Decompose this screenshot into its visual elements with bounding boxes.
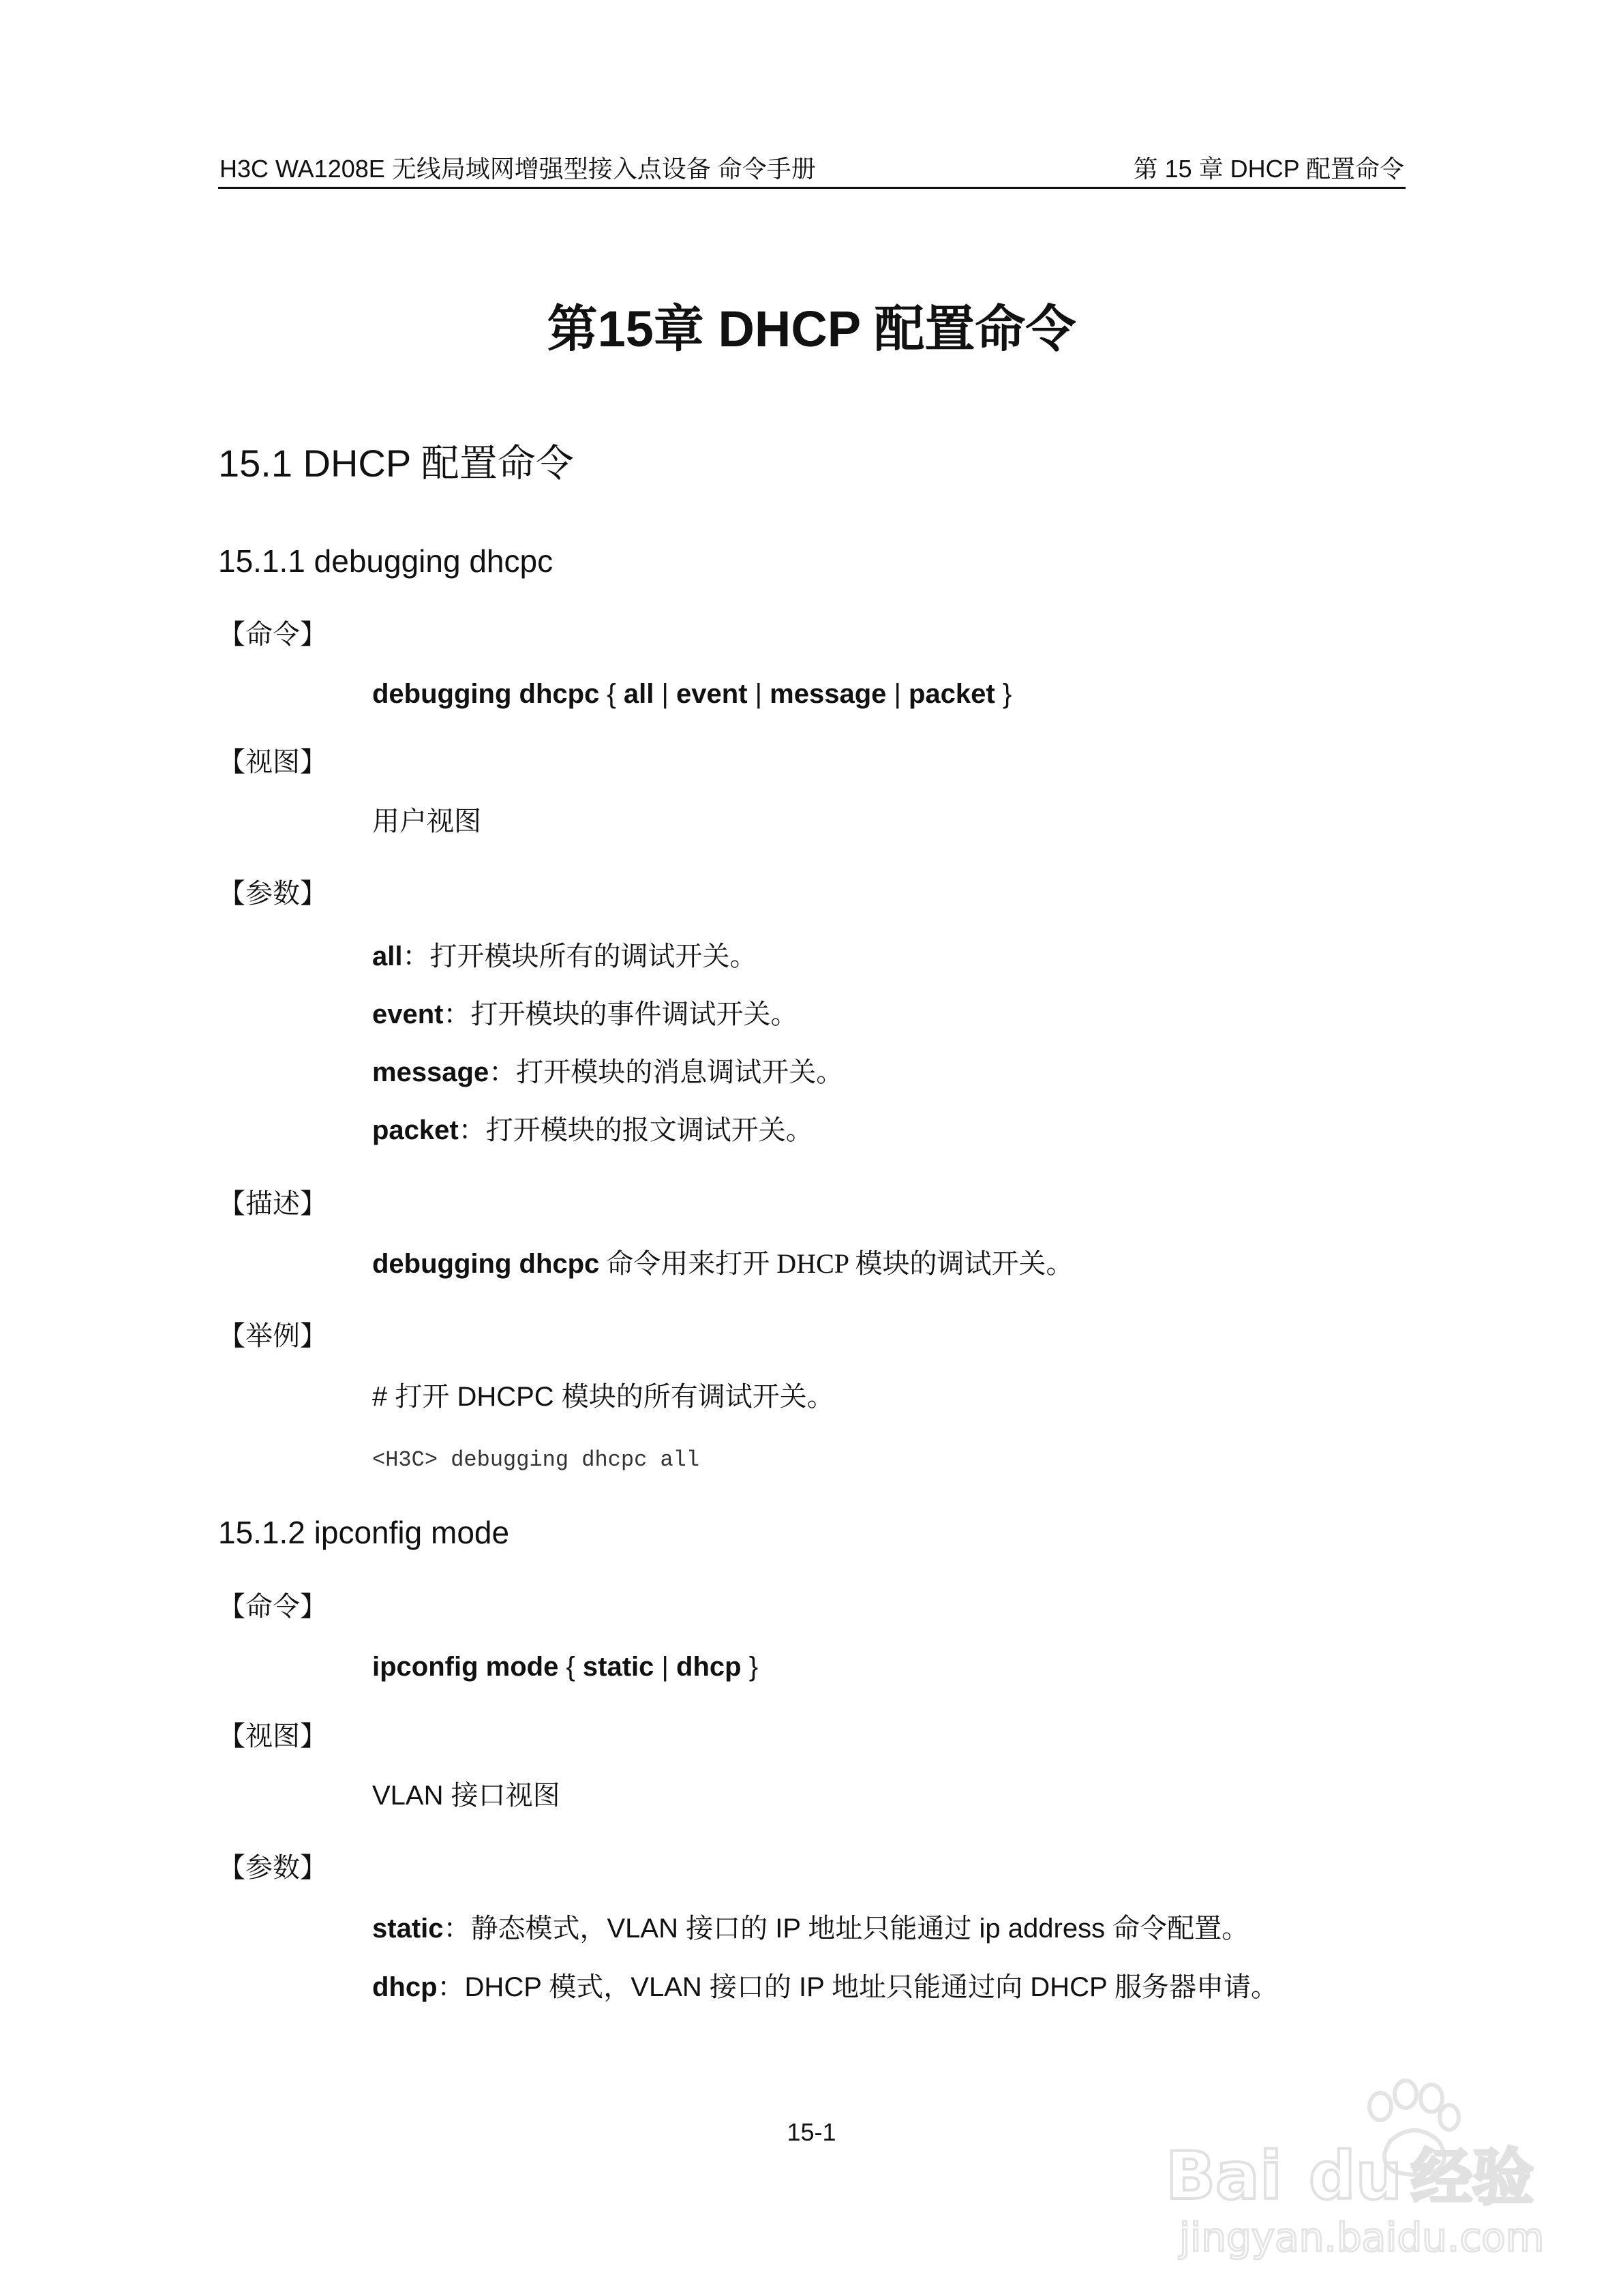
label-parameters: 【参数】: [218, 878, 327, 909]
param-dhcp: [372, 1970, 1278, 2004]
syntax-option-event: event: [676, 679, 748, 709]
syntax-separator: |: [654, 679, 677, 709]
param-name: message: [372, 1057, 489, 1087]
param-desc: ：打开模块的消息调试开关。: [489, 1057, 844, 1087]
command-syntax: [372, 677, 1012, 711]
svg-text:经验: 经验: [1411, 2142, 1534, 2214]
example-code: <H3C> debugging dhcpc all: [372, 1447, 700, 1472]
syntax-separator: |: [886, 679, 909, 709]
subsection-title-debugging-dhcpc: 15.1.1 debugging dhcpc: [218, 543, 553, 579]
param-all: [372, 939, 757, 973]
view-text: 用户视图: [372, 806, 481, 836]
syntax-separator: |: [747, 679, 770, 709]
syntax-brace-close: }: [741, 1652, 759, 1682]
header-divider: [218, 187, 1406, 189]
param-name: packet: [372, 1115, 459, 1145]
svg-text:Bai: Bai: [1166, 2138, 1282, 2214]
syntax-brace-close: }: [995, 679, 1012, 709]
syntax-option-all: all: [623, 679, 654, 709]
label-parameters: 【参数】: [218, 1852, 327, 1884]
syntax-option-packet: packet: [909, 679, 995, 709]
label-command: 【命令】: [218, 619, 327, 650]
param-desc: ：打开模块的事件调试开关。: [443, 999, 798, 1029]
param-name: static: [372, 1914, 444, 1944]
param-name: event: [372, 999, 444, 1029]
label-description: 【描述】: [218, 1188, 327, 1220]
param-desc: ：DHCP 模式，VLAN 接口的 IP 地址只能通过向 DHCP 服务器申请。: [437, 1972, 1279, 2002]
running-header-left: H3C WA1208E 无线局域网增强型接入点设备 命令手册: [219, 155, 816, 183]
syntax-brace-open: {: [558, 1652, 583, 1682]
label-example: 【举例】: [218, 1320, 327, 1352]
subsection-title-ipconfig-mode: 15.1.2 ipconfig mode: [218, 1515, 510, 1550]
baidu-jingyan-watermark-logo: [1152, 2059, 1561, 2263]
label-view: 【视图】: [218, 746, 327, 778]
command-syntax: [372, 1650, 758, 1684]
label-view: 【视图】: [218, 1721, 327, 1752]
param-desc: ：静态模式，VLAN 接口的 IP 地址只能通过 ip address 命令配置。: [443, 1914, 1249, 1944]
description-command: debugging dhcpc: [372, 1249, 600, 1279]
description-text: [372, 1247, 1074, 1281]
param-message: [372, 1055, 843, 1089]
syntax-option-dhcp: dhcp: [676, 1652, 742, 1682]
view-text: VLAN 接口视图: [372, 1781, 560, 1811]
syntax-command: debugging dhcpc: [372, 679, 600, 709]
syntax-option-static: static: [582, 1652, 654, 1682]
param-desc: ：打开模块的报文调试开关。: [458, 1115, 813, 1145]
param-event: [372, 997, 798, 1031]
svg-text:jingyan.baidu.com: jingyan.baidu.com: [1179, 2214, 1545, 2261]
section-title: 15.1 DHCP 配置命令: [218, 442, 574, 485]
page-number: 15-1: [787, 2118, 836, 2146]
param-name: dhcp: [372, 1972, 438, 2002]
syntax-command: ipconfig mode: [372, 1652, 559, 1682]
example-comment: # 打开 DHCPC 模块的所有调试开关。: [372, 1382, 834, 1412]
description-body: 命令用来打开 DHCP 模块的调试开关。: [599, 1248, 1074, 1279]
syntax-brace-open: {: [599, 679, 624, 709]
param-desc: ：打开模块所有的调试开关。: [402, 941, 757, 971]
svg-text:du: du: [1309, 2138, 1403, 2214]
chapter-title: 第15章 DHCP 配置命令: [547, 301, 1076, 357]
param-name: all: [372, 941, 403, 971]
param-static: [372, 1912, 1249, 1946]
running-header-right: 第 15 章 DHCP 配置命令: [1133, 155, 1404, 183]
syntax-option-message: message: [770, 679, 887, 709]
param-packet: [372, 1113, 813, 1147]
label-command: 【命令】: [218, 1591, 327, 1622]
syntax-separator: |: [654, 1652, 677, 1682]
